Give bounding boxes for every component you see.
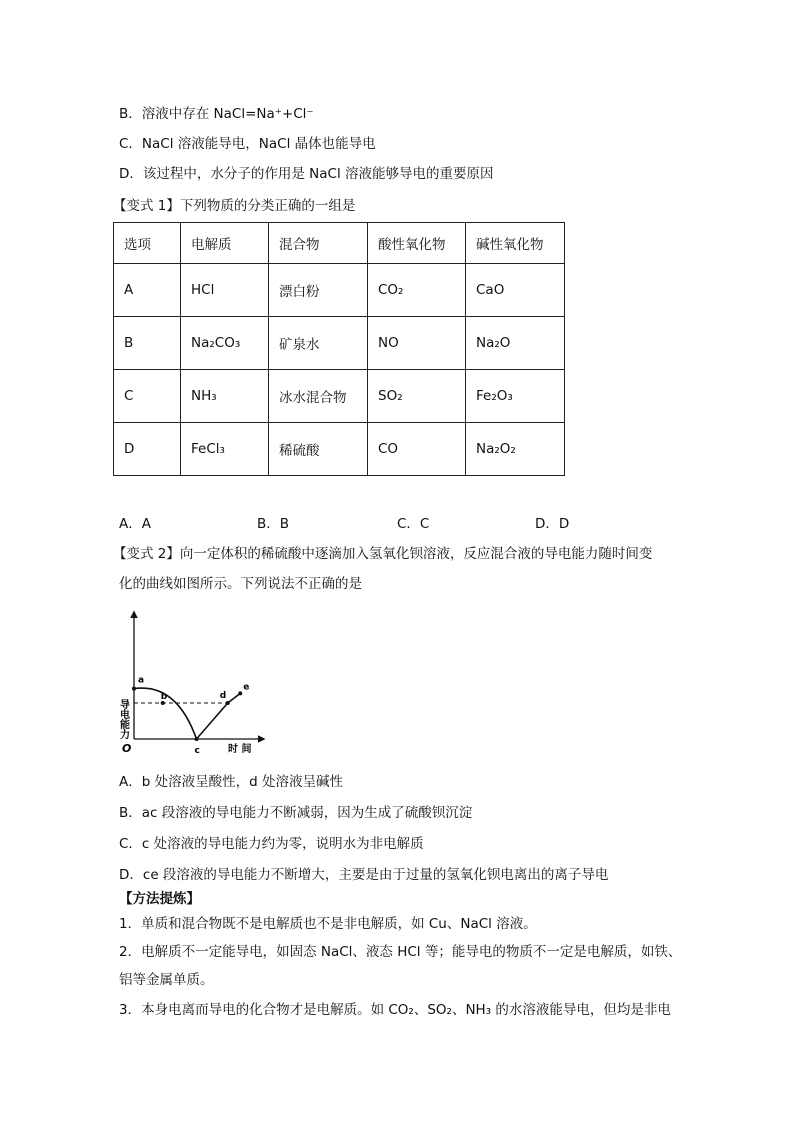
table-cell: C — [114, 370, 181, 423]
method-item-3: 3．本身电离而导电的化合物才是电解质。如 CO₂、SO₂、NH₃ 的水溶液能导电，但均是非电 — [119, 1002, 671, 1018]
table-cell: B — [114, 317, 181, 370]
table-cell: SO₂ — [368, 370, 466, 423]
option-b-line: B．溶液中存在 NaCl=Na⁺+Cl⁻ — [119, 106, 314, 122]
chart-point-e — [238, 691, 242, 695]
origin-label: O — [122, 742, 132, 755]
variant2-question-line2: 化的曲线如图所示。下列说法不正确的是 — [119, 576, 362, 592]
table-cell: Fe₂O₃ — [466, 370, 565, 423]
table-row — [114, 423, 565, 476]
method-title: 【方法提炼】 — [119, 891, 200, 907]
table-row — [114, 317, 565, 370]
option-a: A．A — [119, 516, 151, 532]
chart-point-d — [226, 701, 230, 705]
table-header-cell: 酸性氧化物 — [368, 223, 466, 264]
chart-point-label-d: d — [219, 691, 227, 701]
variant2-option-d: D．ce 段溶液的导电能力不断增大，主要是由于过量的氢氧化钡电离出的离子导电 — [119, 867, 609, 883]
table-header-cell: 电解质 — [181, 223, 269, 264]
table-cell: Na₂CO₃ — [181, 317, 269, 370]
variant2-option-a: A．b 处溶液呈酸性，d 处溶液呈碱性 — [119, 774, 343, 790]
option-d: D．D — [535, 516, 570, 532]
chart-point-label-e: e — [243, 682, 250, 693]
chart-point-label-c: c — [194, 746, 200, 756]
option-d-line: D．该过程中，水分子的作用是 NaCl 溶液能够导电的重要原因 — [119, 166, 494, 182]
option-b: B．B — [257, 516, 290, 532]
table-header-cell: 混合物 — [269, 223, 368, 264]
table-cell: NH₃ — [181, 370, 269, 423]
table-cell: HCl — [181, 264, 269, 317]
table-cell: CO₂ — [368, 264, 466, 317]
variant2-option-c: C．c 处溶液的导电能力约为零，说明水为非电解质 — [119, 836, 424, 852]
chart-point-label-b: b — [160, 692, 168, 702]
table-header-row — [114, 223, 565, 264]
table-header-cell: 碱性氧化物 — [466, 223, 565, 264]
table-cell: CaO — [466, 264, 565, 317]
method-item-2-cont: 铝等金属单质。 — [119, 972, 214, 988]
variant2-option-b: B．ac 段溶液的导电能力不断减弱，因为生成了硫酸钡沉淀 — [119, 805, 473, 821]
table-cell: Na₂O — [466, 317, 565, 370]
chart-point-c — [195, 737, 199, 741]
table-row — [114, 264, 565, 317]
method-item-2: 2．电解质不一定能导电，如固态 NaCl、液态 HCl 等；能导电的物质不一定是电解质，如铁、 — [119, 944, 682, 960]
x-axis-label: 时 间 — [228, 744, 252, 755]
variant1-question: 【变式 1】下列物质的分类正确的一组是 — [113, 198, 356, 214]
chart-point-a — [132, 687, 136, 691]
option-c: C．C — [397, 516, 430, 532]
table-cell: CO — [368, 423, 466, 476]
table-cell: D — [114, 423, 181, 476]
variant2-question-line1: 【变式 2】向一定体积的稀硫酸中逐滴加入氢氧化钡溶液，反应混合液的导电能力随时间变 — [113, 546, 653, 562]
table-cell: A — [114, 264, 181, 317]
conductivity-chart — [114, 604, 274, 756]
variant1-options — [119, 512, 599, 532]
chart-point-label-a: a — [138, 675, 145, 686]
table-cell: 矿泉水 — [269, 317, 368, 370]
table-cell: Na₂O₂ — [466, 423, 565, 476]
table-cell: 冰水混合物 — [269, 370, 368, 423]
table-cell: 稀硫酸 — [269, 423, 368, 476]
y-axis-label: 导电能力 — [117, 699, 129, 739]
table-cell: 漂白粉 — [269, 264, 368, 317]
table-cell: NO — [368, 317, 466, 370]
classification-table — [113, 222, 565, 476]
table-header-cell: 选项 — [114, 223, 181, 264]
table-row — [114, 370, 565, 423]
option-c-line: C．NaCl 溶液能导电，NaCl 晶体也能导电 — [119, 136, 376, 152]
table-cell: FeCl₃ — [181, 423, 269, 476]
method-item-1: 1．单质和混合物既不是电解质也不是非电解质，如 Cu、NaCl 溶液。 — [119, 916, 537, 932]
